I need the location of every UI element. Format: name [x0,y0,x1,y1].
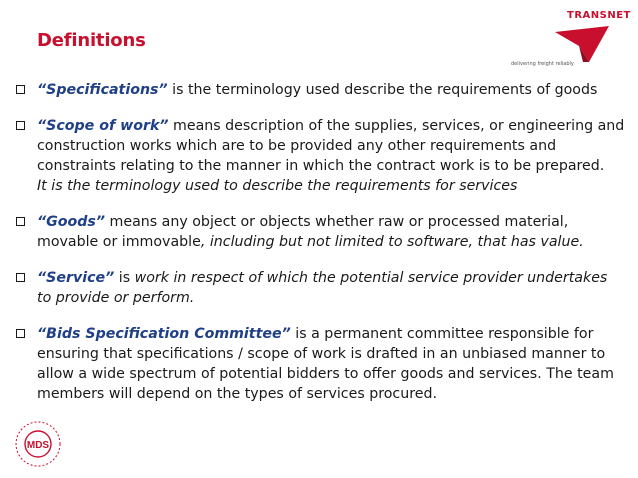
definitions-list [16,80,626,420]
slide-title: Definitions [37,30,146,51]
checkbox-bullet-icon [16,273,25,282]
mds-badge-label: MDS [26,440,50,451]
definition-term: “Bids Specification Committee” [37,326,291,342]
definition-term: “Goods” [37,214,106,230]
definition-italic: work in respect of which the potential service provider undertakes to provide or perform. [37,270,608,306]
definition-text: is [114,270,135,286]
list-item [16,268,626,308]
definition-text: is a permanent committee responsible for ensuring that specifications / scope of work is drafted in an unbiased manner to allow a wide spectrum of potential bidders to offer goods and services. The team members will depend on the types of services procured. [37,326,614,402]
list-item [16,324,626,404]
definition-term: “Service” [37,270,115,286]
list-item [16,116,626,196]
checkbox-bullet-icon [16,329,25,338]
definition-text: is the terminology used describe the requirements of goods [167,82,598,98]
definition-text: means description of the supplies, services, or engineering and construction works which are to be provided any other requirements and constraints relating to the manner in which the contract work is to be prepared. [37,118,625,174]
checkbox-bullet-icon [16,121,25,130]
brand-tagline: delivering freight reliably [511,61,574,67]
list-item [16,212,626,252]
checkbox-bullet-icon [16,217,25,226]
definition-term: “Specifications” [37,82,168,98]
definition-term: “Scope of work” [37,118,169,134]
definition-text: means any object or objects whether raw or processed material, movable or immovable [37,214,569,250]
definition-italic: It is the terminology used to describe the requirements for services [37,178,518,194]
definition-italic: , including but not limited to software, that has value. [200,234,584,250]
mds-badge-icon [14,420,62,468]
checkbox-bullet-icon [16,85,25,94]
brand-name: TRANSNET [567,10,631,21]
list-item [16,80,626,100]
transnet-logo-icon [555,26,609,62]
